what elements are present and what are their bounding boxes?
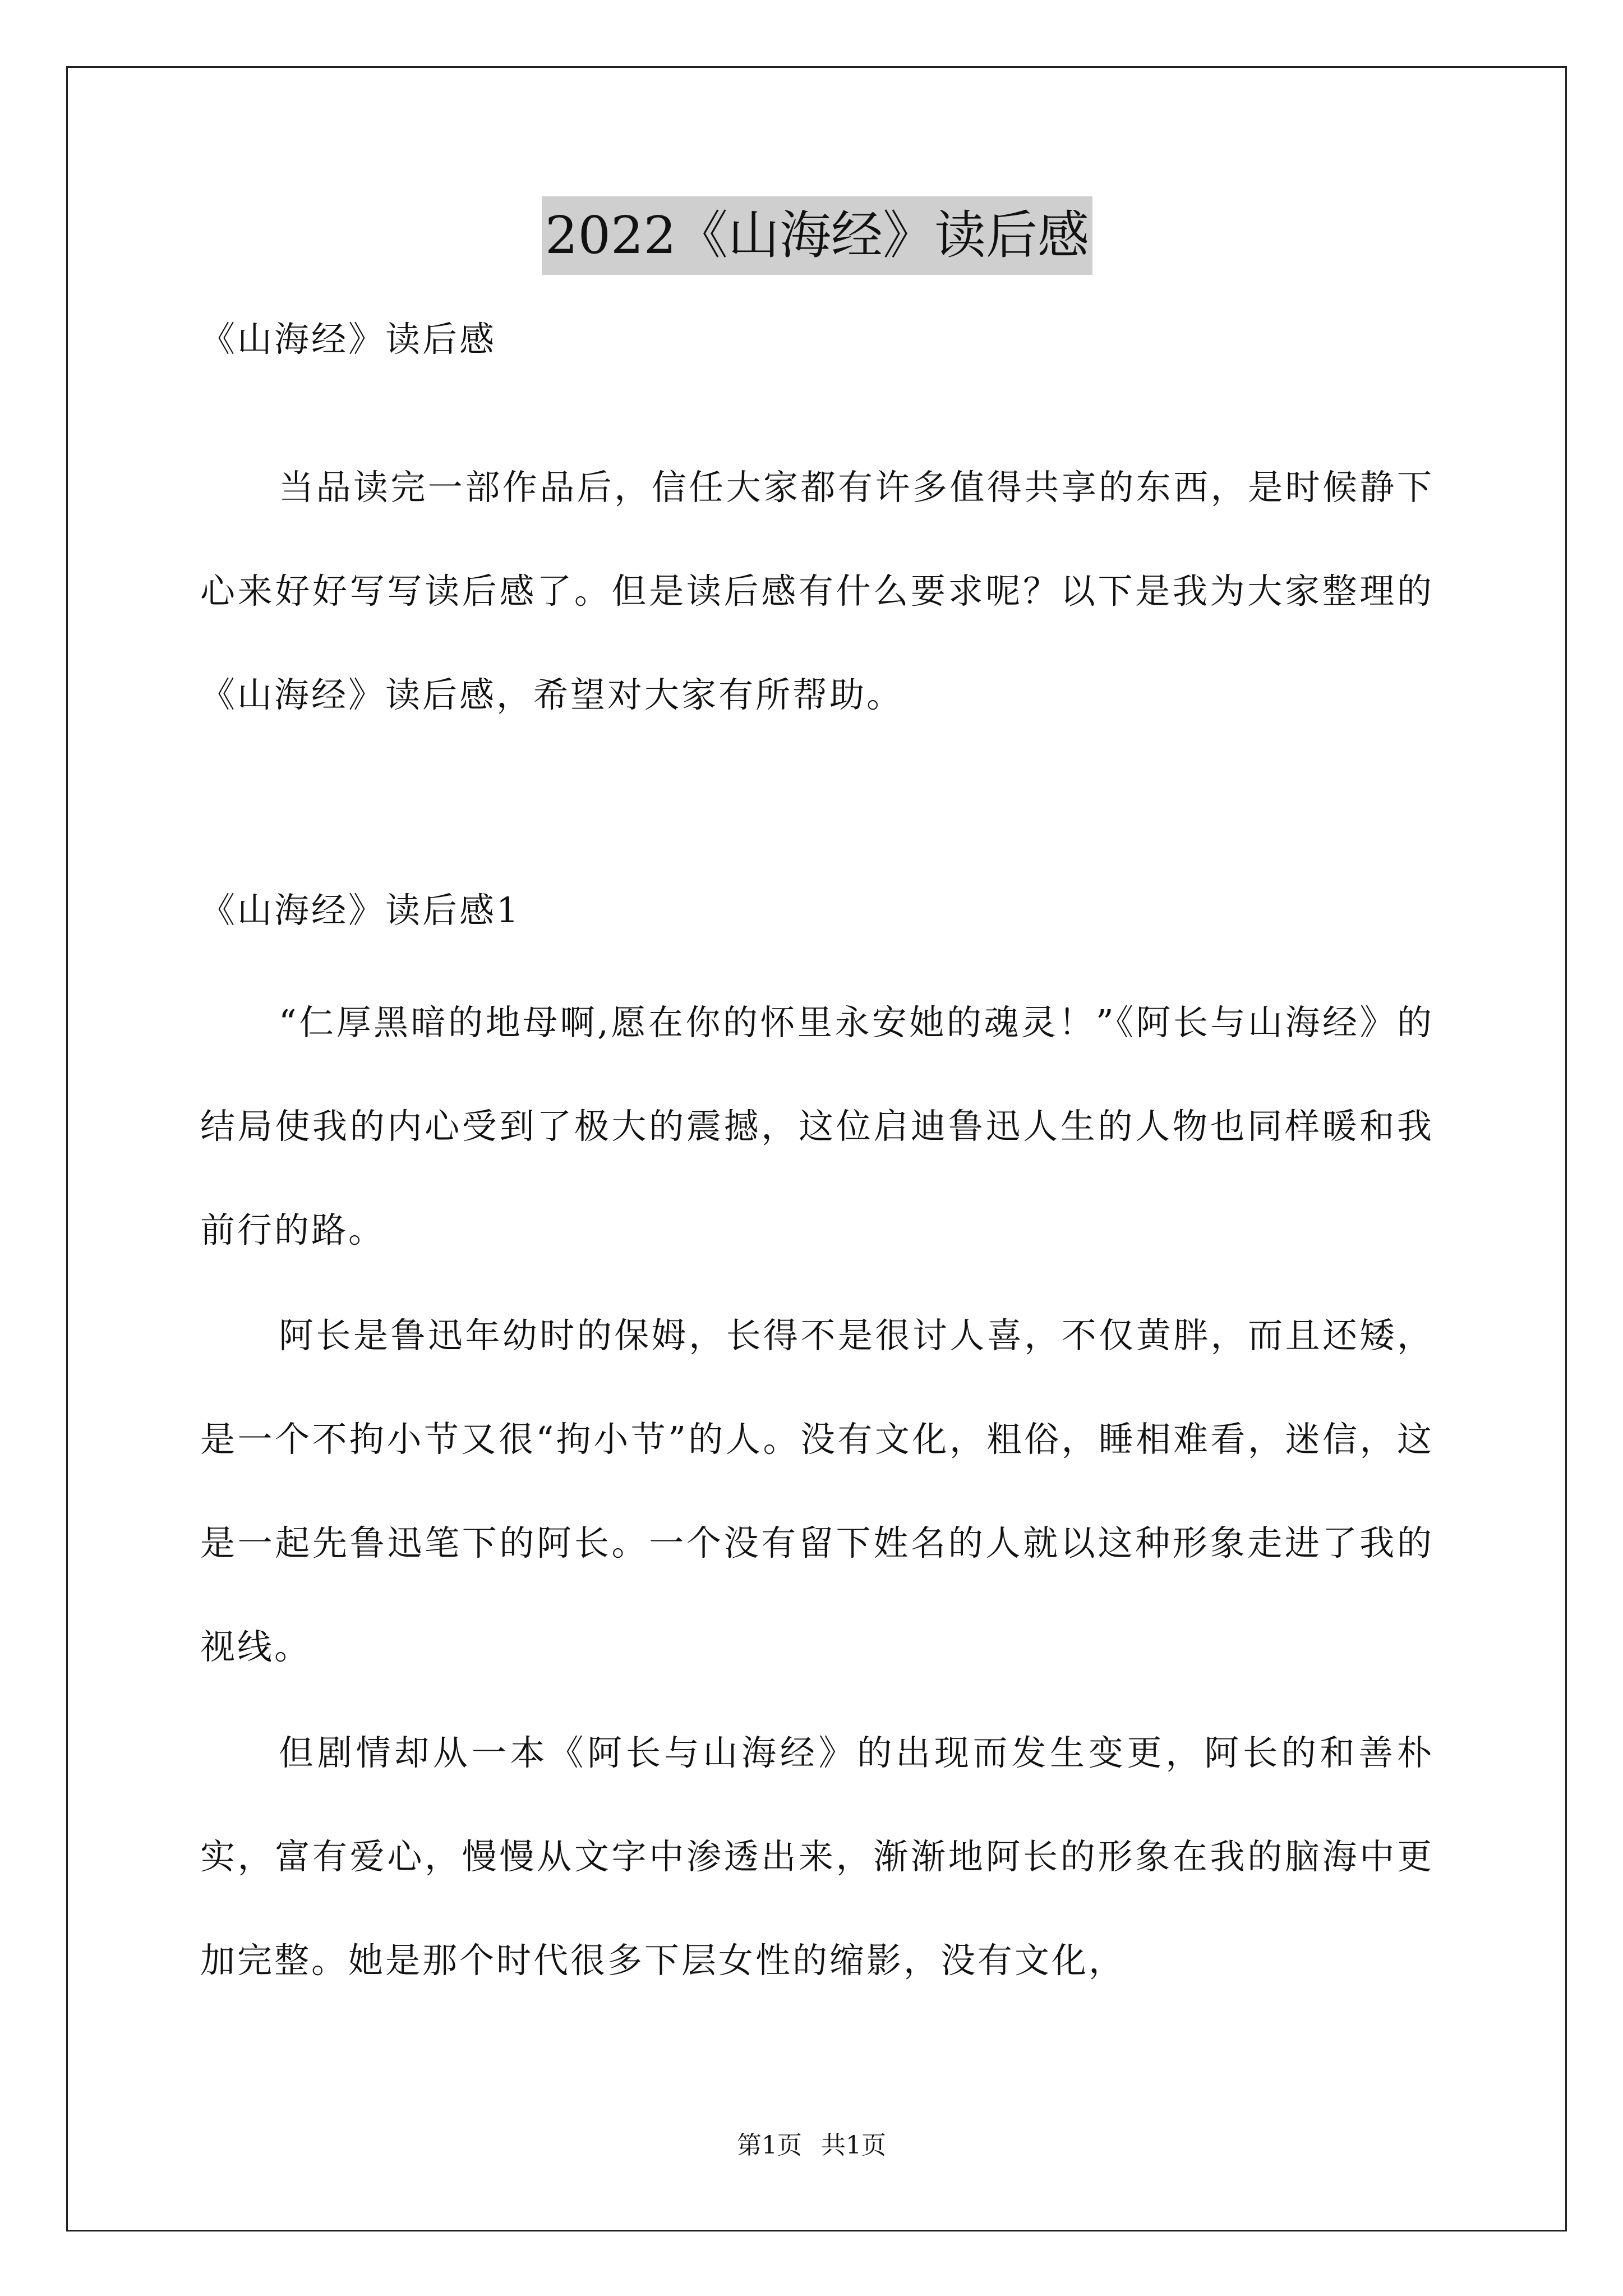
section-heading: 《山海经》读后感1 — [200, 890, 521, 931]
page-footer — [0, 2129, 1623, 2162]
body-paragraph-1: “仁厚黑暗的地母啊,愿在你的怀里永安她的魂灵！”《阿长与山海经》的结局使我的内心受到了极大的震撼，这位启迪鲁迅人生的人物也同样暖和我前行的路。 — [200, 1002, 1434, 1250]
body-paragraph-3: 但剧情却从一本《阿长与山海经》的出现而发生变更，阿长的和善朴实，富有爱心，慢慢从文字中渗透出来，渐渐地阿长的形象在我的脑海中更加完整。她是那个时代很多下层女性的缩影，没有文化， — [200, 1732, 1434, 1981]
page-number-total: 共1页 — [821, 2131, 886, 2160]
document-title: 2022《山海经》读后感 — [542, 196, 1092, 275]
page-number-current: 第1页 — [737, 2131, 802, 2160]
subtitle: 《山海经》读后感 — [200, 319, 497, 360]
title-container — [200, 196, 1434, 275]
body-paragraph-2: 阿长是鲁迅年幼时的保姆，长得不是很讨人喜，不仅黄胖，而且还矮，是一个不拘小节又很“拘小节”的人。没有文化，粗俗，睡相难看，迷信，这是一起先鲁迅笔下的阿长。一个没有留下姓名的人就以这种形象走进了我的视线。 — [200, 1315, 1434, 1667]
intro-paragraph: 当品读完一部作品后，信任大家都有许多值得共享的东西，是时候静下心来好好写写读后感了。但是读后感有什么要求呢？以下是我为大家整理的《山海经》读后感，希望对大家有所帮助。 — [200, 467, 1434, 715]
